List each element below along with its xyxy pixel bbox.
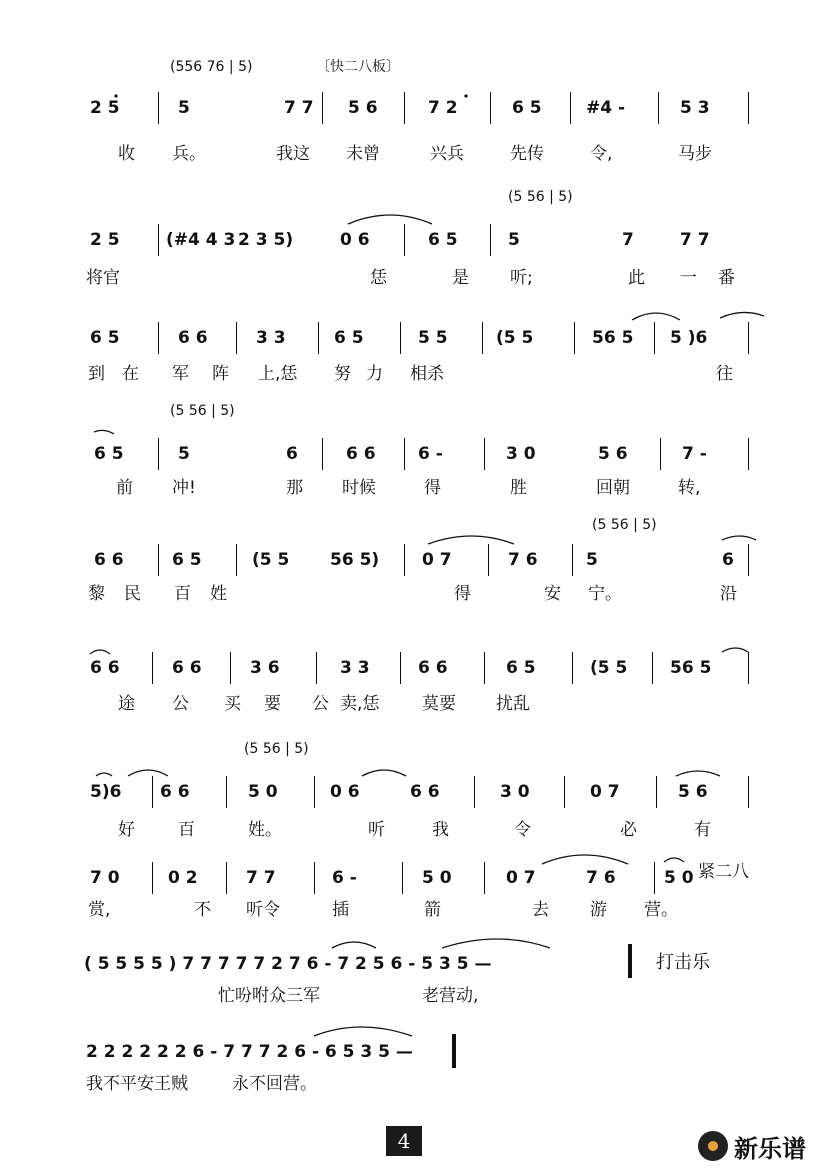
note-group: (5 5 <box>496 328 534 348</box>
logo-text: 新乐谱 <box>734 1134 806 1163</box>
lyric: 那 <box>286 478 303 498</box>
interlude-paren-7: (5 56 | 5) <box>244 741 309 757</box>
note-group: 6 6 <box>410 782 440 802</box>
lyric: 游 <box>590 900 607 920</box>
note-group: 2 3 5) <box>238 230 294 250</box>
interlude-paren-2: (5 56 | 5) <box>508 189 573 205</box>
lyric: 老营动, <box>422 986 479 1006</box>
record-disc-icon <box>698 1131 728 1161</box>
note-group: 2 5 <box>90 230 120 250</box>
note-group: 7 <box>622 230 634 250</box>
note-group: 7 7 <box>246 868 276 888</box>
note-group: 56 5 <box>670 658 712 678</box>
lyric: 要 <box>264 694 281 714</box>
lyric: 阵 <box>212 364 229 384</box>
note-group: 0 6 <box>330 782 360 802</box>
note-group: 5 6 <box>348 98 378 118</box>
note-group: 6 - <box>418 444 443 464</box>
lyric: 百 <box>174 584 191 604</box>
note-group: 5 0 <box>422 868 452 888</box>
note-group: 7 6 <box>586 868 616 888</box>
lyric: 听 <box>368 820 385 840</box>
note-group: 56 5) <box>330 550 380 570</box>
lyric: 兴兵 <box>430 144 464 164</box>
lyric: 前 <box>116 478 133 498</box>
tempo-mark-2: 紧二八 <box>698 862 749 882</box>
note-group: 6 <box>722 550 734 570</box>
lyric: 往 <box>716 364 733 384</box>
interlude-paren-5: (5 56 | 5) <box>592 517 657 533</box>
lyric: 去 <box>532 900 549 920</box>
lyric: 扰乱 <box>496 694 530 714</box>
lyric: 力 <box>366 364 383 384</box>
note-group: 7 0 <box>90 868 120 888</box>
lyric: 忙吩咐众三军 <box>218 986 320 1006</box>
note-group: 6 5 <box>334 328 364 348</box>
note-group: 6 <box>286 444 298 464</box>
lyric: 时候 <box>342 478 376 498</box>
note-group: 5 <box>178 98 190 118</box>
note-run: ( 5 5 5 5 ) 7 7 7 7 7 2 7 6 - 7 2 5 6 - 5 3 5 — <box>84 954 492 974</box>
note-group: 5 0 <box>248 782 278 802</box>
note-group: 5 6 <box>678 782 708 802</box>
note-run: 2 2 2 2 2 2 6 - 7 7 7 2 6 - 6 5 3 5 — <box>86 1042 413 1062</box>
lyric: 收 <box>118 144 135 164</box>
lyric: 努 <box>334 364 351 384</box>
lyric: 恁 <box>370 268 387 288</box>
lyric: 公 <box>172 694 189 714</box>
lyric: 令, <box>590 144 613 164</box>
note-group: 7 7 <box>284 98 314 118</box>
note-group: 5 )6 <box>670 328 708 348</box>
note-group: #4 - <box>586 98 626 118</box>
note-group: 5 <box>586 550 598 570</box>
note-group: (#4 4 3 <box>166 230 236 250</box>
lyric: 得 <box>424 478 441 498</box>
note-group: 6 6 <box>346 444 376 464</box>
note-group: 5 0 <box>664 868 694 888</box>
lyric: 买 <box>224 694 241 714</box>
lyric: 宁。 <box>588 584 622 604</box>
interlude-paren-4: (5 56 | 5) <box>170 403 235 419</box>
note-group: 5 3 <box>680 98 710 118</box>
tempo-mark: 〔快二八板〕 <box>316 59 400 75</box>
lyric: 我这 <box>276 144 310 164</box>
lyric: 营。 <box>644 900 678 920</box>
note-group: 3 6 <box>250 658 280 678</box>
note-group: 5 <box>508 230 520 250</box>
lyric: 是 <box>452 268 469 288</box>
lyric: 回朝 <box>596 478 630 498</box>
note-group: 6 5 <box>506 658 536 678</box>
lyric: 冲! <box>172 478 196 498</box>
note-group: 6 6 <box>160 782 190 802</box>
site-logo <box>698 1128 806 1164</box>
lyric: 姓。 <box>248 820 282 840</box>
lyric: 必 <box>620 820 637 840</box>
lyric: 途 <box>118 694 135 714</box>
note-group: (5 5 <box>252 550 290 570</box>
note-group: 7 6 <box>508 550 538 570</box>
lyric: 未曾 <box>346 144 380 164</box>
lyric: 姓 <box>210 584 227 604</box>
note-group: 56 5 <box>592 328 634 348</box>
note-group: 6 5 <box>428 230 458 250</box>
note-group: 6 6 <box>178 328 208 348</box>
note-group: 0 2 <box>168 868 198 888</box>
note-group: 6 6 <box>172 658 202 678</box>
lyric: 军 <box>172 364 189 384</box>
lyric: 卖,恁 <box>340 694 380 714</box>
lyric: 箭 <box>424 900 441 920</box>
lyric: 永不回营。 <box>232 1074 317 1094</box>
lyric: 好 <box>118 820 135 840</box>
lyric: 听; <box>510 268 533 288</box>
note-group: 6 6 <box>94 550 124 570</box>
lyric: 将官 <box>86 268 120 288</box>
note-group: 3 0 <box>506 444 536 464</box>
note-group: 3 0 <box>500 782 530 802</box>
lyric: 沿 <box>720 584 737 604</box>
note-group: 0 7 <box>506 868 536 888</box>
note-group: 3 3 <box>340 658 370 678</box>
lyric: 一 <box>680 268 697 288</box>
note-group: 0 7 <box>422 550 452 570</box>
lyric: 安 <box>544 584 561 604</box>
lyric: 我不平安王贼 <box>86 1074 188 1094</box>
lyric: 百 <box>178 820 195 840</box>
lyric: 胜 <box>510 478 527 498</box>
note-group: 7 7 <box>680 230 710 250</box>
note-group: 6 5 <box>90 328 120 348</box>
lyric: 上,恁 <box>258 364 298 384</box>
percussion-mark: 打击乐 <box>656 952 710 973</box>
lyric: 转, <box>678 478 701 498</box>
lyric: 有 <box>694 820 711 840</box>
lyric: 赏, <box>88 900 111 920</box>
lyric: 民 <box>124 584 141 604</box>
note-group: 5 6 <box>598 444 628 464</box>
note-group: 5 <box>178 444 190 464</box>
lyric: 在 <box>122 364 139 384</box>
note-group: 6 6 <box>90 658 120 678</box>
note-group: 6 5 <box>512 98 542 118</box>
lyric: 得 <box>454 584 471 604</box>
lyric: 我 <box>432 820 449 840</box>
lyric: 此 <box>628 268 645 288</box>
lyric: 不 <box>194 900 211 920</box>
page-number: 4 <box>386 1126 422 1156</box>
lyric: 令 <box>514 820 531 840</box>
note-group: 6 5 <box>172 550 202 570</box>
note-group: 3 3 <box>256 328 286 348</box>
lyric: 插 <box>332 900 349 920</box>
note-group: 2 5 <box>90 98 120 118</box>
note-group: 0 7 <box>590 782 620 802</box>
note-group: 6 5 <box>94 444 124 464</box>
note-group: (5 5 <box>590 658 628 678</box>
note-group: 5 5 <box>418 328 448 348</box>
lyric: 兵。 <box>172 144 206 164</box>
note-group: 7 2 <box>428 98 458 118</box>
lyric: 到 <box>88 364 105 384</box>
note-group: 0 6 <box>340 230 370 250</box>
interlude-paren-1: (556 76 | 5) <box>170 59 253 75</box>
lyric: 相杀 <box>410 364 444 384</box>
lyric: 黎 <box>88 584 105 604</box>
note-group: 6 - <box>332 868 357 888</box>
note-group: 7 - <box>682 444 707 464</box>
lyric: 听令 <box>246 900 280 920</box>
lyric: 公 <box>312 694 329 714</box>
lyric: 马步 <box>678 144 712 164</box>
lyric: 莫要 <box>422 694 456 714</box>
lyric: 番 <box>718 268 735 288</box>
note-group: 5)6 <box>90 782 122 802</box>
lyric: 先传 <box>510 144 544 164</box>
note-group: 6 6 <box>418 658 448 678</box>
